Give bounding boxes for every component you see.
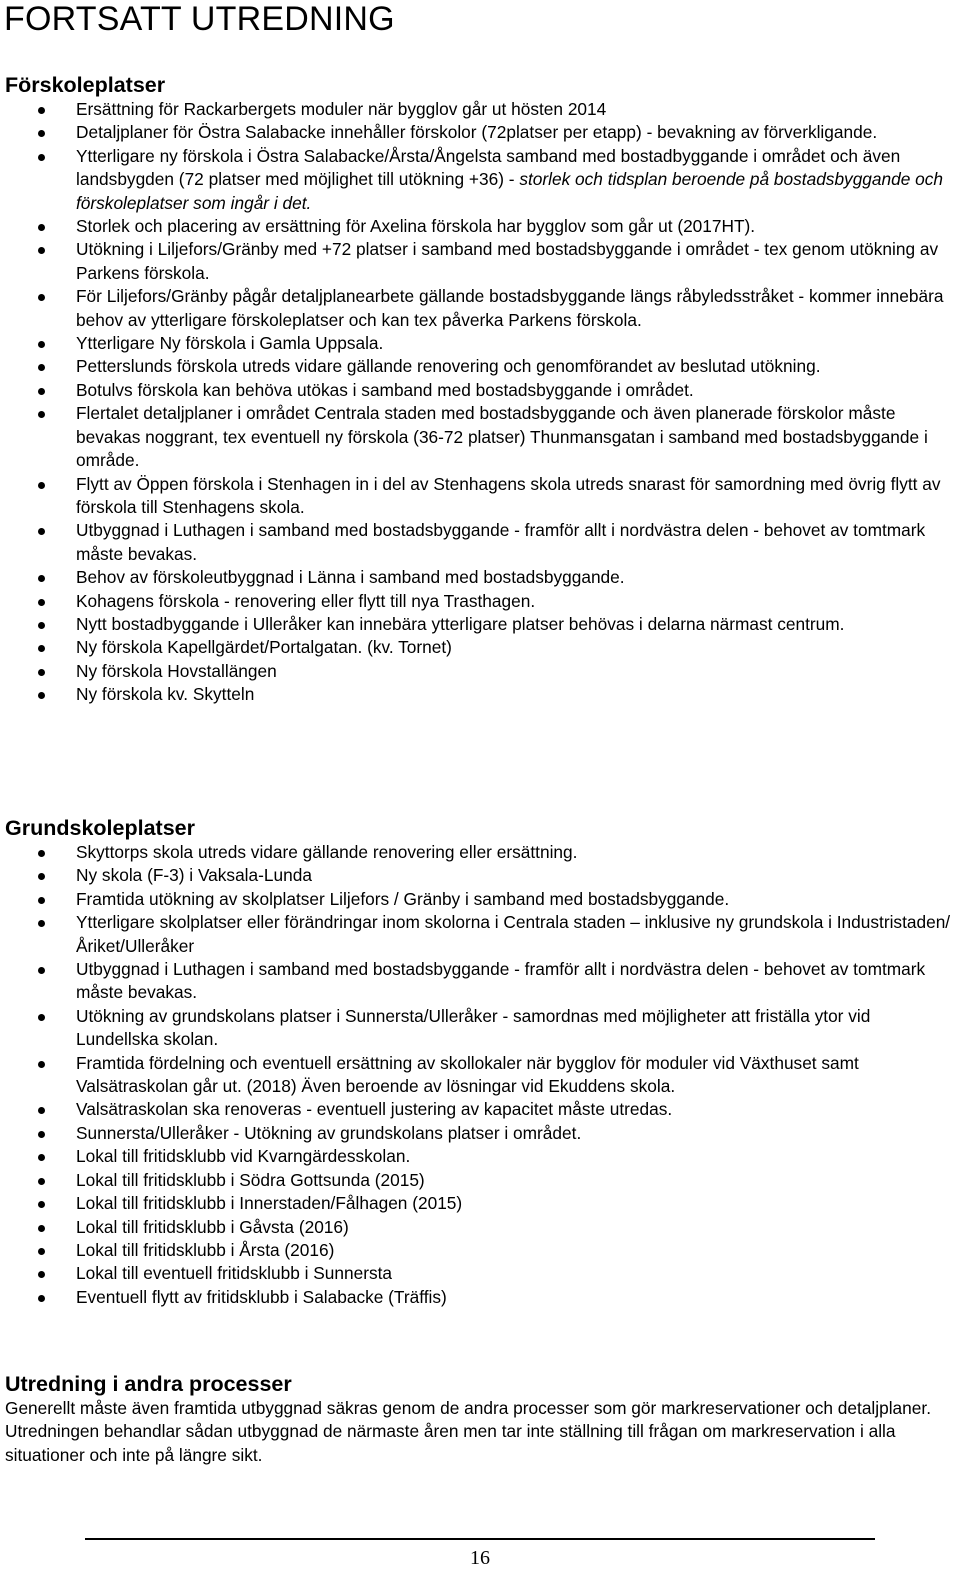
bullet-icon [38,1271,45,1278]
section-heading-grundskoleplatser: Grundskoleplatser [5,816,195,840]
grundskola-list-item [0,1145,960,1168]
list-item-text: Skyttorps skola utreds vidare gällande renovering eller ersättning. [76,842,578,862]
forskola-list-item [0,332,960,355]
grundskola-list-item [0,1262,960,1285]
list-item-text: Ytterligare Ny förskola i Gamla Uppsala. [76,333,384,354]
bullet-icon [38,1225,45,1232]
forskola-list-item [0,566,960,589]
bullet-icon [38,1107,45,1114]
list-item-text: Ytterligare skolplatser eller förändringar inom skolorna i Centrala staden – inklusive ny grundskola i Industristaden/Åriket/Ulleråker [76,912,951,956]
list-item-text: Nytt bostadbyggande i Ulleråker kan innebära ytterligare platser behövas i delarna närmast centrum. [76,613,845,634]
bullet-icon [38,897,45,904]
list-item-text: Framtida utökning av skolplatser Liljefors / Gränby i samband med bostadsbyggande. [76,888,730,909]
forskola-list-item [0,473,960,520]
list-item-text: Ny skola (F-3) i Vaksala-Lunda [76,865,312,886]
grundskola-list-item [0,911,960,958]
section-forskoleplatser [0,72,960,707]
grundskola-list-item [0,1239,960,1262]
list-item-text: Ersättning för Rackarbergets moduler när bygglov går ut hösten 2014 [76,99,607,119]
bullet-icon [38,1201,45,1208]
grundskola-list-item [0,1098,960,1121]
section-grundskoleplatser [0,815,960,1309]
forskola-list-item [0,285,960,332]
list-item-text: Valsätraskolan ska renoveras - eventuell justering av kapacitet måste utredas. [76,1099,673,1120]
page-number: 16 [470,1547,490,1569]
grundskola-list-item [0,1216,960,1239]
list-item-text: Flertalet detaljplaner i området Centrala staden med bostadsbyggande och även planerade förskolor måste bevakas noggrant, tex eventuell ny förskola (36-72 platser) Thunmansgatan i samband med bostadsbyggande i område. [76,403,928,471]
forskola-list-item [0,613,960,636]
bullet-icon [38,1295,45,1302]
bullet-list-grundskoleplatser [0,841,960,1309]
bullet-list-forskoleplatser [0,98,960,707]
section-heading-andra-processer: Utredning i andra processer [5,1372,292,1396]
list-item-text: Storlek och placering av ersättning för Axelina förskola har bygglov som går ut (2017HT). [76,216,756,237]
list-item-text: Ytterligare ny förskola i Östra Salabacke/Årsta/Ångelsta samband med bostadbyggande i området och även landsbygden (72 platser med möjlighet till utökning +36) - [76,145,901,190]
list-item-italic-text: storlek och tidsplan beroende på bostadsbyggande och förskoleplatser som ingår i det. [76,169,944,213]
bullet-icon [38,669,45,676]
bullet-icon [38,1061,45,1068]
bullet-icon [38,364,45,371]
forskola-list-item [0,379,960,402]
bullet-icon [38,1248,45,1255]
grundskola-list-item [0,841,960,864]
bullet-icon [38,1014,45,1021]
bullet-icon [38,528,45,535]
grundskola-list-item [0,1122,960,1145]
bullet-icon [38,107,45,114]
grundskola-list-item [0,1169,960,1192]
forskola-list-item [0,238,960,285]
list-item-text: Petterslunds förskola utreds vidare gällande renovering och genomförandet av beslutad utökning. [76,356,821,377]
grundskola-list-item [0,958,960,1005]
bullet-icon [38,622,45,629]
forskola-list-item [0,98,960,121]
grundskola-list-item [0,888,960,911]
forskola-list-item [0,121,960,144]
list-item-text: Utökning av grundskolans platser i Sunnersta/Ulleråker - samordnas med möjligheter att friställa ytor vid Lundellska skolan. [76,1005,871,1050]
grundskola-list-item [0,1052,960,1099]
bullet-icon [38,294,45,301]
list-item-text: Lokal till fritidsklubb i Södra Gottsunda (2015) [76,1169,425,1190]
forskola-list-item [0,215,960,238]
list-item-text: Kohagens förskola - renovering eller flytt till nya Trasthagen. [76,590,536,611]
forskola-list-item [0,636,960,659]
grundskola-list-item [0,1192,960,1215]
forskola-list-item [0,590,960,613]
list-item-text: Lokal till fritidsklubb i Årsta (2016) [76,1239,335,1260]
list-item-text: Eventuell flytt av fritidsklubb i Salabacke (Träffis) [76,1286,447,1307]
bullet-icon [38,692,45,699]
section-heading-forskoleplatser: Förskoleplatser [5,73,166,97]
page-title: FORTSATT UTREDNING [4,0,395,38]
grundskola-list-item [0,1286,960,1309]
list-item-text: Lokal till fritidsklubb i Gåvsta (2016) [76,1216,349,1237]
list-item-text: Utbyggnad i Luthagen i samband med bostadsbyggande - framför allt i nordvästra delen - behovet av tomtmark måste bevakas. [76,959,926,1003]
bullet-icon [38,920,45,927]
section-paragraph: Generellt måste även framtida utbyggnad säkras genom de andra processer som gör markreservationer och detaljplaner. Utredningen behandlar sådan utbyggnad de närmaste åren men tar inte ställning till frågan om markreservation i alla situationer och inte på längre sikt. [5,1398,931,1465]
bullet-icon [38,967,45,974]
bullet-icon [38,341,45,348]
bullet-icon [38,247,45,254]
bullet-icon [38,1131,45,1138]
bullet-icon [38,850,45,857]
list-item-text: Lokal till fritidsklubb vid Kvarngärdesskolan. [76,1146,411,1167]
bullet-icon [38,411,45,418]
list-item-text: Ny förskola Kapellgärdet/Portalgatan. (kv. Tornet) [76,637,452,658]
list-item-text: Lokal till eventuell fritidsklubb i Sunnersta [76,1263,393,1284]
bullet-icon [38,1178,45,1185]
list-item-text: Detaljplaner för Östra Salabacke innehåller förskolor (72platser per etapp) - bevakning av förverkligande. [76,122,878,143]
list-item-text: Botulvs förskola kan behöva utökas i samband med bostadsbyggande i området. [76,379,694,400]
forskola-list-item [0,355,960,378]
list-item-text: Utökning i Liljefors/Gränby med +72 platser i samband med bostadsbyggande i området - tex genom utökning av Parkens förskola. [76,239,939,283]
list-item-text: Flytt av Öppen förskola i Stenhagen in i del av Stenhagens skola utreds snarast för samordning med övrig flytt av förskola till Stenhagens skola. [76,473,941,517]
grundskola-list-item [0,864,960,887]
list-item-text: Utbyggnad i Luthagen i samband med bostadsbyggande - framför allt i nordvästra delen - behovet av tomtmark måste bevakas. [76,520,926,564]
section-andra-processer [0,1371,960,1467]
forskola-list-item [0,402,960,472]
list-item-text: Framtida fördelning och eventuell ersättning av skollokaler när bygglov för moduler vid Växthuset samt Valsätraskolan går ut. (2018) Även beroende av lösningar vid Ekuddens skola. [76,1052,859,1097]
forskola-list-item [0,660,960,683]
forskola-list-item [0,683,960,706]
list-item-text: Lokal till fritidsklubb i Innerstaden/Fålhagen (2015) [76,1193,463,1214]
grundskola-list-item [0,1005,960,1052]
bullet-icon [38,599,45,606]
bullet-icon [38,482,45,489]
list-item-text: Ny förskola Hovstallängen [76,660,277,681]
bullet-icon [38,1154,45,1161]
bullet-icon [38,873,45,880]
bullet-icon [38,575,45,582]
forskola-list-item [0,519,960,566]
bullet-icon [38,130,45,137]
footer-divider [85,1538,875,1540]
list-item-text: Ny förskola kv. Skytteln [76,684,255,705]
list-item-text: För Liljefors/Gränby pågår detaljplanearbete gällande bostadsbyggande längs råbyledsstråket - kommer innebära behov av ytterligare förskoleplatser och kan tex påverka Parkens förskola. [76,286,944,330]
bullet-icon [38,154,45,161]
list-item-text: Behov av förskoleutbyggnad i Länna i samband med bostadsbyggande. [76,567,625,588]
list-item-text: Sunnersta/Ulleråker - Utökning av grundskolans platser i området. [76,1122,582,1143]
bullet-icon [38,388,45,395]
forskola-list-item [0,145,960,215]
bullet-icon [38,645,45,652]
bullet-icon [38,224,45,231]
